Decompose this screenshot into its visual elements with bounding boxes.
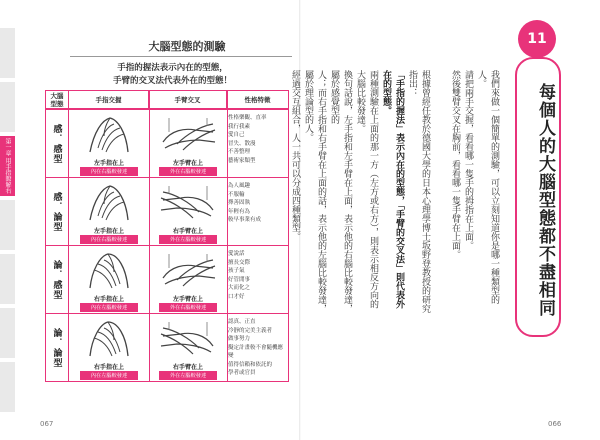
side-tab xyxy=(0,28,15,78)
trait: 做事努力 xyxy=(228,336,251,342)
paragraph: 經過交互組合，人一共可以分成四種類型。 xyxy=(290,70,300,241)
arm-cross-illustration xyxy=(159,316,217,360)
trait: 愛說話 xyxy=(228,251,245,257)
paragraph: 換句話說，左手指和左手臂在上面，表示他的右腦比較發達，屬於感覺型的 xyxy=(329,70,352,313)
traits-list xyxy=(228,318,286,378)
finger-clasp-illustration xyxy=(80,248,138,292)
header-traits: 性格特徵 xyxy=(227,91,288,109)
column-divider xyxy=(149,91,150,381)
arm-caption: 左手臂在上 xyxy=(172,160,203,167)
trait: 年輕有為 xyxy=(228,208,251,215)
traits-list xyxy=(228,250,286,301)
trait: 不善整理 xyxy=(228,149,251,155)
side-tab xyxy=(0,308,15,358)
trait: 學者或官員 xyxy=(228,370,256,376)
section-title: 每個人的大腦型態都不盡相同 xyxy=(535,83,555,317)
trait: 冷靜的完美主義者 xyxy=(228,327,273,334)
trait: 擇善固執 xyxy=(228,200,251,206)
row-type: 感．論型 xyxy=(46,178,69,245)
trait: 擬定計畫較不會隨機應變 xyxy=(228,344,284,359)
trait: 大而化之 xyxy=(228,285,251,291)
trait: 愛自己 xyxy=(228,132,245,138)
finger-caption: 右手指在上 xyxy=(93,364,124,371)
arm-cross-illustration xyxy=(159,248,217,292)
header-finger: 手指交握 xyxy=(69,91,149,109)
trait: 藝術家類型 xyxy=(228,157,256,164)
arm-cross-illustration xyxy=(159,180,217,224)
row-type: 論．論型 xyxy=(46,314,69,381)
arm-caption: 左手臂在上 xyxy=(172,296,203,303)
body-text-lower xyxy=(290,70,431,315)
table-row xyxy=(46,245,288,313)
traits-list xyxy=(228,182,286,225)
arm-cross-illustration xyxy=(159,112,217,156)
side-tab xyxy=(0,254,15,304)
table-row xyxy=(46,313,288,381)
finger-caption: 左手指在上 xyxy=(93,228,124,235)
column-divider xyxy=(227,91,228,381)
trait: 認真、正直 xyxy=(228,319,256,325)
trait: 口才好 xyxy=(228,293,245,300)
trait: 值得信賴和依託的 xyxy=(228,361,273,368)
header-arm: 手臂交叉 xyxy=(149,91,227,109)
page-number-right: 066 xyxy=(548,420,562,428)
finger-tag: 內在左腦較發達 xyxy=(80,371,138,380)
side-tab xyxy=(0,200,15,250)
paragraph: 根據曾經任教於德國大學的日本心理學博士坂野登教授的研究指出： xyxy=(407,70,430,313)
paragraph: 請把兩手交握，看看哪一隻手的拇指在上面。 xyxy=(463,70,473,250)
arm-caption: 右手臂在上 xyxy=(172,228,203,235)
side-tab xyxy=(0,362,15,412)
paragraph: 我們來做一個簡單的測驗，可以立刻知道你是哪一種類型的人。 xyxy=(476,70,499,304)
arm-tag: 外在左腦較發達 xyxy=(159,371,217,380)
arm-tag: 外在右腦較發達 xyxy=(159,303,217,312)
trait: 性格樂觀、直率 xyxy=(228,115,267,121)
trait: 不服輸 xyxy=(228,191,245,198)
header-brain-type: 大腦型態 xyxy=(46,91,69,109)
brain-type-table xyxy=(45,90,289,382)
finger-caption: 右手指在上 xyxy=(93,296,124,303)
finger-clasp-illustration xyxy=(80,112,138,156)
paragraph: 人；而右手指和右手臂在上面的話，表示他的左腦比較發達，屬於理論型的人。 xyxy=(303,70,326,313)
finger-clasp-illustration xyxy=(80,180,138,224)
title-rule xyxy=(70,56,292,57)
body-text-intro xyxy=(436,70,500,315)
trait: 好管閒事 xyxy=(228,276,251,283)
paragraph: 兩種測驗在上面的那一方（左方或右方），則表示相反方向的大腦比較發達。 xyxy=(355,70,378,309)
paragraph: 然後雙臂交叉在胸前，看看哪一隻手臂在上面。 xyxy=(450,70,460,259)
table-row xyxy=(46,177,288,245)
paragraph-highlight: 「手指的握法」表示內在的型態，「手臂的交叉法」則代表外在的型態。 xyxy=(381,70,404,309)
subtitle-line: 手臂的交叉法代表外在的型態！ xyxy=(112,76,232,86)
table-row xyxy=(46,109,288,177)
section-number-badge: 11 xyxy=(518,20,556,58)
chapter-side-tabs xyxy=(0,28,15,416)
traits-list xyxy=(228,114,286,165)
page-title: 大腦型態的測驗 xyxy=(148,40,226,53)
side-tab-active-chapter: 第一章 用手指瞭解右 xyxy=(0,136,15,196)
trait: 孩子氣 xyxy=(228,268,245,274)
trait: 為人風趣 xyxy=(228,183,251,189)
finger-tag: 內在右腦較發達 xyxy=(80,167,138,176)
page-number-left: 067 xyxy=(40,420,54,428)
arm-tag: 外在右腦較發達 xyxy=(159,167,217,176)
finger-caption: 左手指在上 xyxy=(93,160,124,167)
row-type: 感．感型 xyxy=(46,110,69,177)
finger-clasp-illustration xyxy=(80,316,138,360)
arm-tag: 外在左腦較發達 xyxy=(159,235,217,244)
row-type: 論．感型 xyxy=(46,246,69,313)
trait: 較早事業有成 xyxy=(228,217,262,223)
trait: 擅長交際 xyxy=(228,259,251,266)
finger-tag: 內在右腦較發達 xyxy=(80,235,138,244)
subtitle xyxy=(40,62,305,88)
subtitle-line: 手指的握法表示內在的型態， xyxy=(117,63,228,73)
side-tab xyxy=(0,82,15,132)
finger-tag: 內在左腦較發達 xyxy=(80,303,138,312)
trait: 冒失、散漫 xyxy=(228,140,256,147)
trait: 我行我素 xyxy=(228,123,251,130)
arm-caption: 右手臂在上 xyxy=(172,364,203,371)
